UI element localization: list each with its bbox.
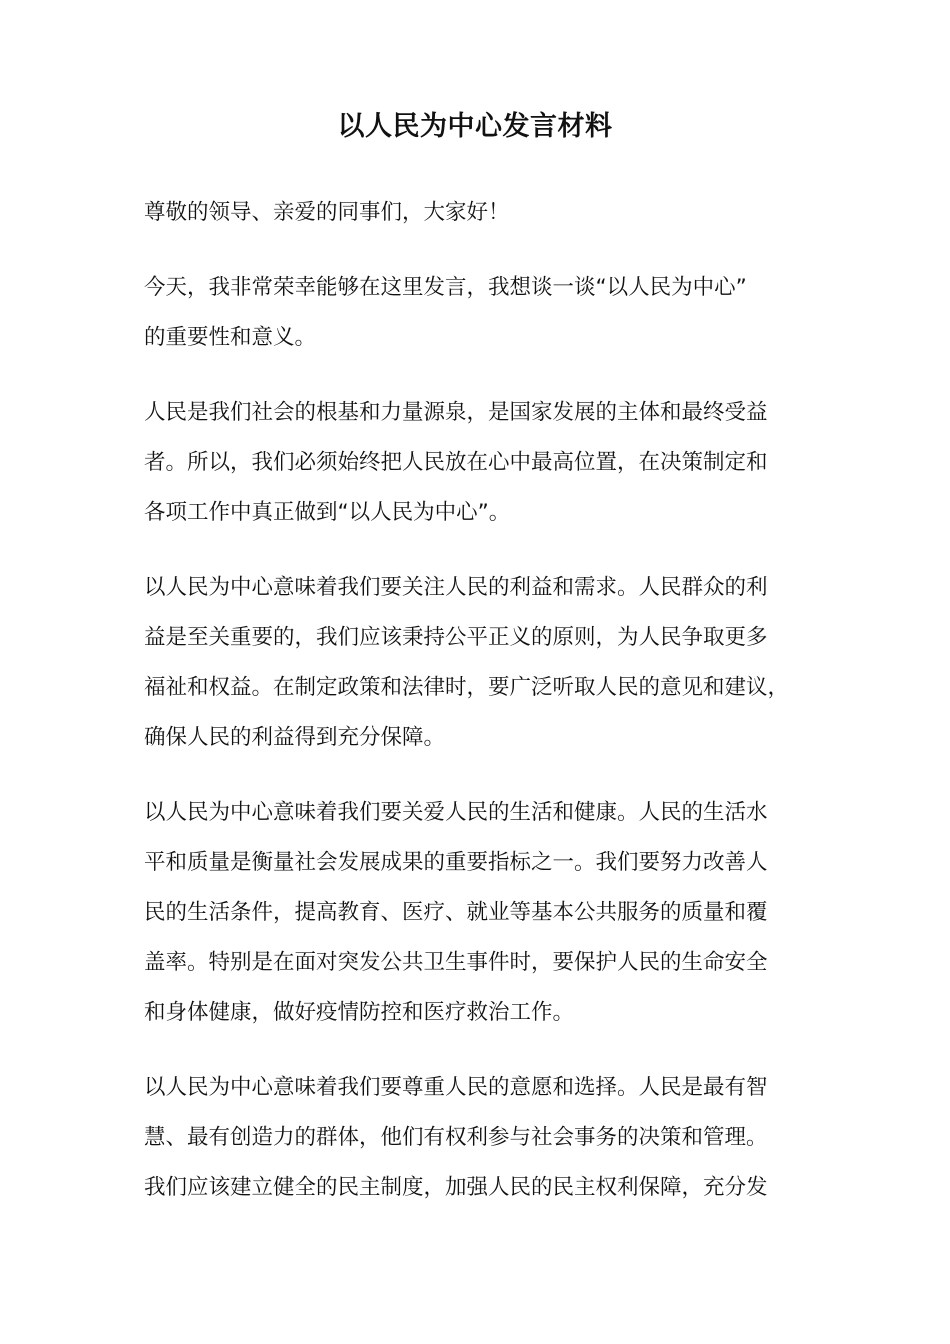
- paragraph-line: 民的生活条件，提高教育、医疗、就业等基本公共服务的质量和覆: [144, 900, 768, 925]
- paragraph-line: 各项工作中真正做到“以人民为中心”。: [144, 500, 511, 525]
- paragraph-line: 确保人民的利益得到充分保障。: [144, 725, 446, 750]
- paragraph-line: 今天，我非常荣幸能够在这里发言，我想谈一谈“以人民为中心”: [144, 275, 747, 300]
- paragraph-line: 福祉和权益。在制定政策和法律时，要广泛听取人民的意见和建议，: [144, 675, 790, 700]
- paragraph-line: 人民是我们社会的根基和力量源泉，是国家发展的主体和最终受益: [144, 400, 768, 425]
- paragraph-greeting: [144, 188, 834, 238]
- paragraph-intro: [144, 263, 834, 363]
- paragraph-line: 盖率。特别是在面对突发公共卫生事件时，要保护人民的生命安全: [144, 950, 768, 975]
- paragraph-line: 以人民为中心意味着我们要关爱人民的生活和健康。人民的生活水: [144, 800, 768, 825]
- paragraph-respect: [144, 1063, 834, 1213]
- document-body: [144, 188, 834, 1238]
- paragraph-line: 尊敬的领导、亲爱的同事们，大家好！: [144, 200, 510, 225]
- paragraph-interests: [144, 563, 834, 763]
- paragraph-line: 和身体健康，做好疫情防控和医疗救治工作。: [144, 1000, 575, 1025]
- paragraph-line: 益是至关重要的，我们应该秉持公平正义的原则，为人民争取更多: [144, 625, 768, 650]
- paragraph-wellbeing: [144, 788, 834, 1038]
- paragraph-line: 我们应该建立健全的民主制度，加强人民的民主权利保障，充分发: [144, 1175, 768, 1200]
- paragraph-line: 以人民为中心意味着我们要关注人民的利益和需求。人民群众的利: [144, 575, 768, 600]
- paragraph-line: 的重要性和意义。: [144, 325, 317, 350]
- paragraph-line: 者。所以，我们必须始终把人民放在心中最高位置，在决策制定和: [144, 450, 768, 475]
- paragraph-line: 平和质量是衡量社会发展成果的重要指标之一。我们要努力改善人: [144, 850, 768, 875]
- paragraph-line: 慧、最有创造力的群体，他们有权利参与社会事务的决策和管理。: [144, 1125, 768, 1150]
- paragraph-line: 以人民为中心意味着我们要尊重人民的意愿和选择。人民是最有智: [144, 1075, 768, 1100]
- paragraph-foundation: [144, 388, 834, 538]
- document-title: 以人民为中心发言材料: [337, 111, 613, 142]
